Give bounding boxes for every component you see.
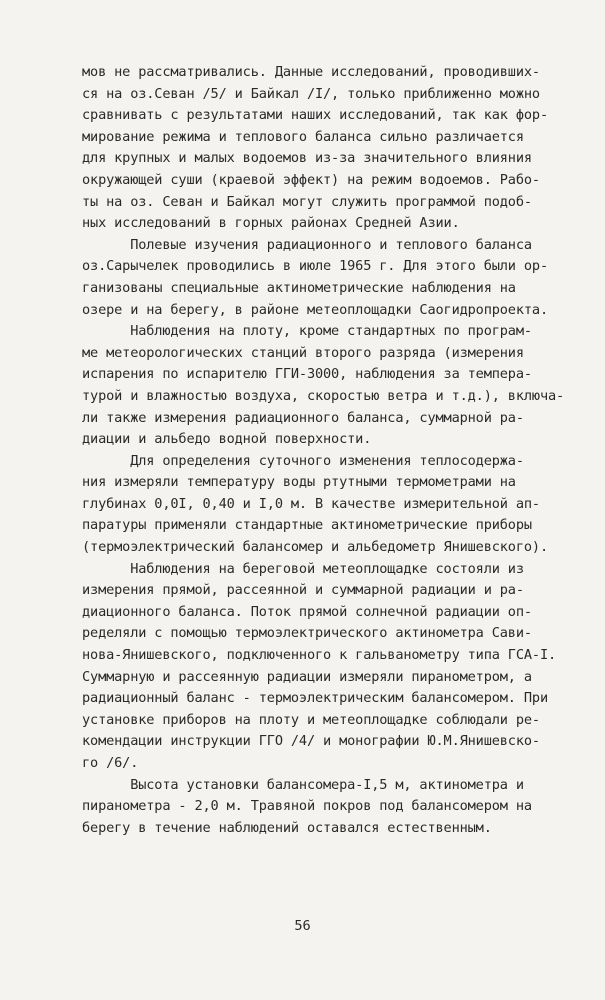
text-line: берегу в течение наблюдений оставался естественным.	[82, 819, 492, 836]
text-line: Наблюдения на плоту, кроме стандартных по програм-	[82, 323, 532, 340]
text-line: испарения по испарителю ГГИ-3000, наблюдения за темпера-	[82, 366, 532, 383]
page-number: 56	[294, 918, 311, 934]
text-line: ределяли с помощью термоэлектрического актинометра Сави-	[82, 625, 532, 642]
text-line: нова-Янишевского, подключенного к гальванометру типа ГСА-I.	[82, 647, 557, 664]
text-line: для крупных и малых водоемов из-за значительного влияния	[82, 150, 532, 167]
text-line: ния измеряли температуру воды ртутными термометрами на	[82, 474, 516, 491]
text-line: сравнивать с результатами наших исследований, так как фор-	[82, 107, 548, 124]
text-line: комендации инструкции ГГО /4/ и монографии Ю.М.Янишевско-	[82, 733, 540, 750]
text-line: (термоэлектрический балансомер и альбедометр Янишевского).	[82, 539, 548, 556]
text-line: ли также измерения радиационного баланса, суммарной ра-	[82, 409, 524, 426]
text-line: ме метеорологических станций второго разряда (измерения	[82, 344, 524, 361]
text-line: Для определения суточного изменения теплосодержа-	[82, 452, 524, 469]
body-text	[82, 62, 602, 839]
text-line: мов не рассматривались. Данные исследований, проводивших-	[82, 64, 540, 80]
text-line: турой и влажностью воздуха, скоростью ветра и т.д.), включа-	[82, 387, 565, 404]
text-line: оз.Сарычелек проводились в июле 1965 г. Для этого были ор-	[82, 258, 548, 275]
text-line: Наблюдения на береговой метеоплощадке состояли из	[82, 560, 524, 577]
text-line: окружающей суши (краевой эффект) на режим водоемов. Рабо-	[82, 171, 540, 188]
text-line: паратуры применяли стандартные актинометрические приборы	[82, 517, 532, 534]
text-line: диации и альбедо водной поверхности.	[82, 431, 372, 448]
text-line: Высота установки балансомера-I,5 м, актинометра и	[82, 776, 524, 793]
text-line: глубинах 0,0I, 0,40 и I,0 м. В качестве измерительной ап-	[82, 495, 540, 512]
text-line: ганизованы специальные актинометрические наблюдения на	[82, 279, 516, 296]
text-line: мирование режима и теплового баланса сильно различается	[82, 128, 524, 145]
text-line: ся на оз.Севан /5/ и Байкал /I/, только приближенно можно	[82, 85, 540, 102]
text-line: ты на оз. Севан и Байкал могут служить программой подоб-	[82, 193, 532, 210]
text-line: пиранометра - 2,0 м. Травяной покров под балансомером на	[82, 798, 532, 815]
text-line: Полевые изучения радиационного и теплового баланса	[82, 236, 532, 253]
text-line: Суммарную и рассеянную радиации измеряли пиранометром, а	[82, 668, 532, 685]
text-line: го /6/.	[82, 755, 139, 771]
text-line: диационного баланса. Поток прямой солнечной радиации оп-	[82, 603, 532, 620]
text-line: измерения прямой, рассеянной и суммарной радиации и ра-	[82, 582, 524, 599]
text-line: ных исследований в горных районах Средней Азии.	[82, 215, 460, 232]
text-line: установке приборов на плоту и метеоплощадке соблюдали ре-	[82, 711, 540, 728]
text-line: озере и на берегу, в районе метеоплощадки Саогидропроекта.	[82, 301, 548, 318]
text-line: радиационный баланс - термоэлектрическим балансомером. При	[82, 690, 548, 707]
